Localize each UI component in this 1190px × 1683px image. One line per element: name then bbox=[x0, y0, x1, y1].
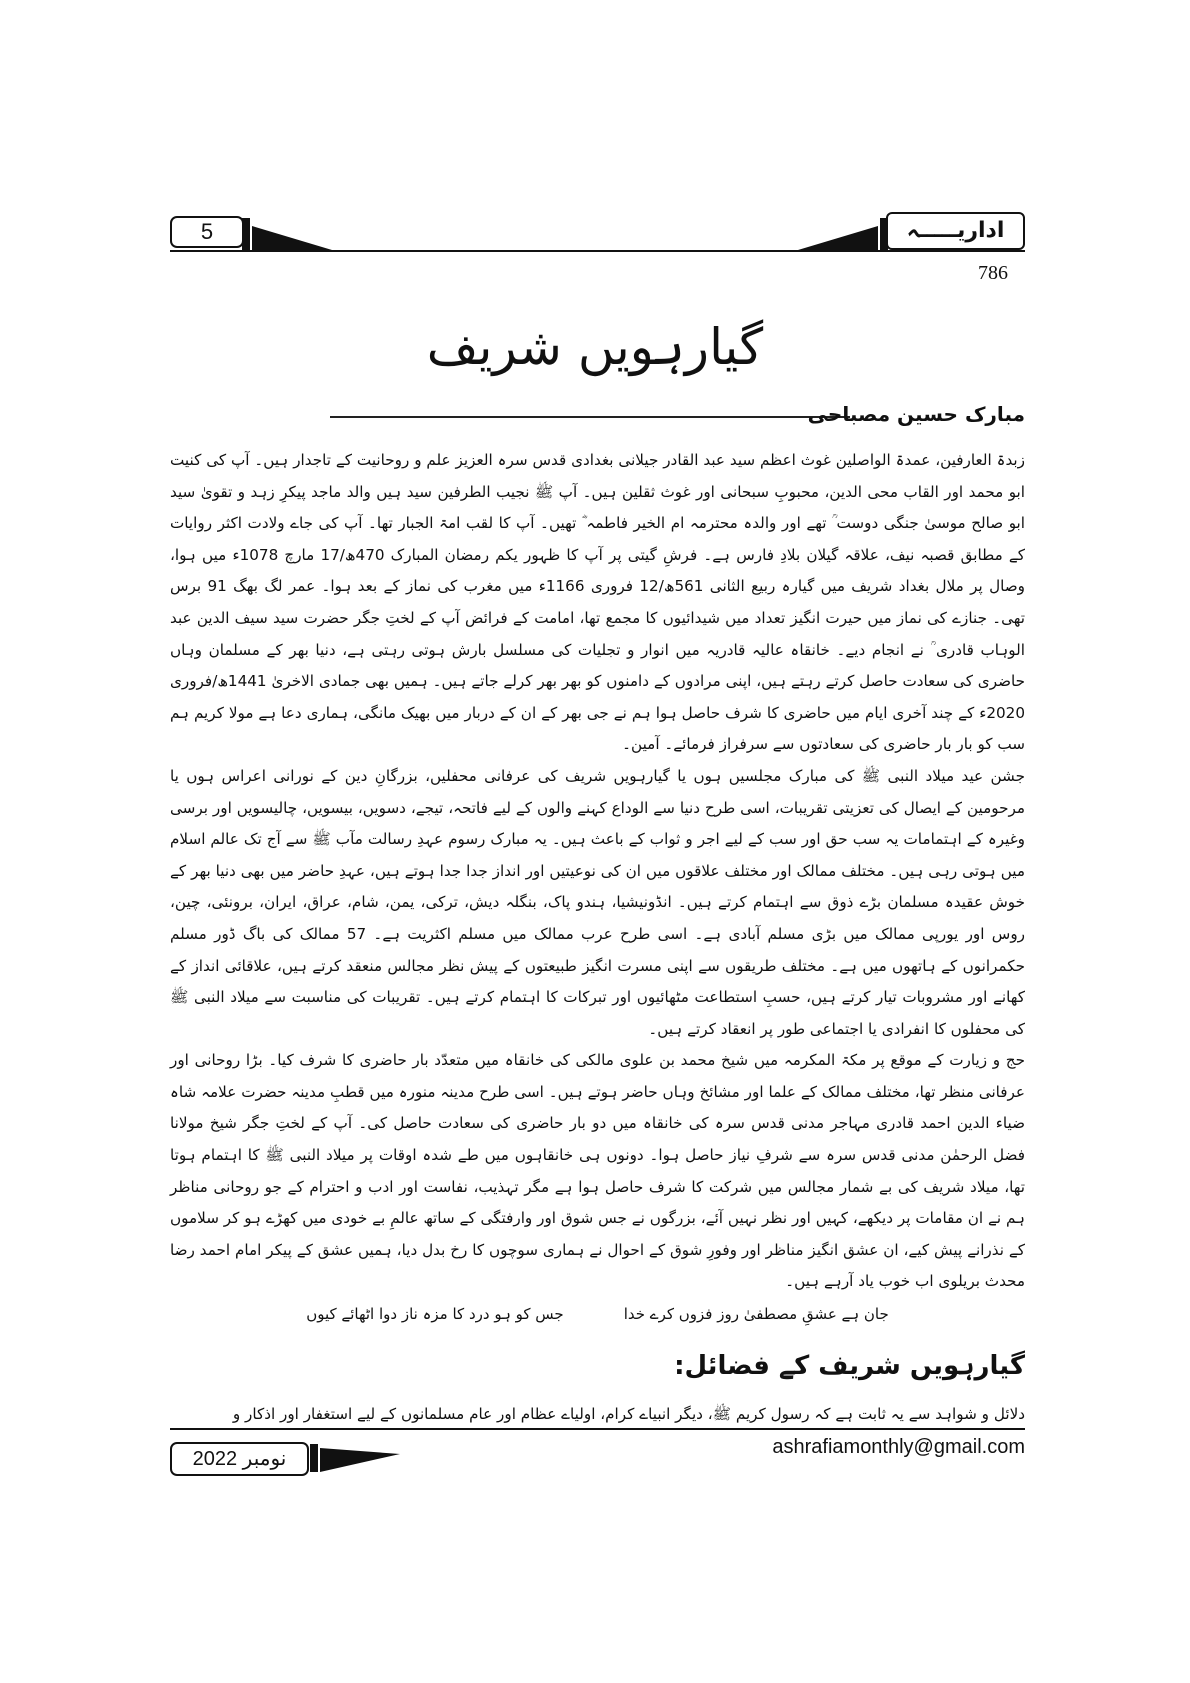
section-label: اداریـــــہ bbox=[886, 212, 1025, 250]
contact-email: ashrafiamonthly@gmail.com bbox=[772, 1436, 1025, 1458]
bismillah-number: 786 bbox=[978, 262, 1008, 284]
couplet-first-hemistich: جان ہے عشقِ مصطفیٰ روز فزوں کرے خدا bbox=[623, 1305, 889, 1324]
page-footer bbox=[170, 1428, 1025, 1478]
page-header bbox=[170, 212, 1025, 254]
issue-date: نومبر 2022 bbox=[170, 1442, 309, 1476]
paragraph: دلائل و شواہد سے یہ ثابت ہے کہ رسول کریم ﷺ، دیگر انبیاے کرام، اولیاے عظام اور عام مسلمانوں کے لیے استغفار اور اذکار و bbox=[232, 1405, 1025, 1424]
header-left-wedge bbox=[242, 216, 332, 250]
couplet bbox=[170, 1298, 1025, 1330]
article-body bbox=[170, 445, 1025, 1432]
author-name: مبارک حسین مصباحی bbox=[807, 402, 1025, 426]
byline bbox=[170, 402, 1025, 432]
paragraph: زبدۃ العارفین، عمدۃ الواصلین غوث اعظم سید عبد القادر جیلانی بغدادی قدس سرہ العزیز علم و روحانیت کے تاجدار ہیں۔ آپ کی کنیت ابو محمد اور القاب محی الدین، محبوبِ سبحانی اور غوث ثقلین ہیں۔ آپ ﷺ نجیب الطرفین سید ہیں والد ماجد پیکرِ زہد و تقویٰ سید ابو صالح موسیٰ جنگی دوست ؒ تھے اور والدہ محترمہ ام الخیر فاطمہ ؓ تھیں۔ آپ کا لقب امۃ الجبار تھا۔ آپ کی جاے ولادت اکثر روایات کے مطابق قصبہ نیف، علاقہ گیلان بلادِ فارس ہے۔ فرشِ گیتی پر آپ کا ظہور یکم رمضان المبارک 470ھ/17 مارچ 1078ء میں ہوا، وصال پر ملال بغداد شریف میں گیارہ ربیع الثانی 561ھ/12 فروری 1166ء میں مغرب کی نماز کے بعد ہوا۔ عمر لگ بھگ 91 برس تھی۔ جنازے کی نماز میں حیرت انگیز تعداد میں شیدائیوں کا مجمع تھا، امامت کے فرائض آپ کے لختِ جگر حضرت سید سیف الدین عبد الوہاب قادری ؒ نے انجام دیے۔ خانقاہ عالیہ قادریہ میں انوار و تجلیات کی مسلسل بارش ہوتی رہتی ہے، دنیا بھر کے مسلمان وہاں حاضری کی سعادت حاصل کرتے رہتے ہیں، اپنی مرادوں کے دامنوں کو بھر بھر کرلے جاتے ہیں۔ ہمیں بھی جمادی الاخریٰ 1441ھ/فروری 2020ء کے چند آخری ایام میں حاضری کا شرف حاصل ہوا ہم نے جی بھر کے ان کے دربار میں بھیک مانگی، ہماری دعا ہے مولا کریم ہم سب کو بار بار حاضری کی سعادتوں سے سرفراز فرمائے۔ آمین۔ bbox=[170, 451, 1025, 754]
article-title: گیارہویں شریف bbox=[426, 318, 764, 376]
section-subheading: گیارہویں شریف کے فضائل: bbox=[674, 1351, 1025, 1382]
footer-rule bbox=[170, 1428, 1025, 1430]
byline-rule bbox=[330, 416, 850, 418]
page-number: 5 bbox=[170, 216, 244, 248]
couplet-second-hemistich: جس کو ہو درد کا مزہ ناز دوا اٹھائے کیوں bbox=[306, 1305, 564, 1324]
header-right-wedge bbox=[798, 216, 888, 250]
paragraph: حج و زیارت کے موقع پر مکۃ المکرمہ میں شیخ محمد بن علوی مالکی کی خانقاہ میں متعدّد بار حاضری کا شرف کیا۔ بڑا روحانی اور عرفانی منظر تھا، مختلف ممالک کے علما اور مشائخ وہاں حاضر ہوتے ہیں۔ اسی طرح مدینہ منورہ میں قطبِ مدینہ حضرت علامہ شاہ ضیاء الدین احمد قادری مہاجر مدنی قدس سرہ کی خانقاہ میں دو بار حاضری کی سعادت حاصل کی۔ آپ کے لختِ جگر شیخ مولانا فضل الرحمٰن مدنی قدس سرہ سے شرفِ نیاز حاصل ہوا۔ دونوں ہی خانقاہوں میں طے شدہ اوقات پر میلاد النبی ﷺ کا اہتمام ہوتا تھا، میلاد شریف کی بے شمار مجالس میں شرکت کا شرف حاصل ہوا ہے مگر تہذیب، نفاست اور ادب و احترام کے جو روحانی مناظر ہم نے ان مقامات پر دیکھے، کہیں اور نظر نہیں آئے، بزرگوں نے جس شوق اور وارفتگی کے ساتھ عالمِ بے خودی میں کھڑے ہو کر سلاموں کے نذرانے پیش کیے، ان عشق انگیز مناظر اور وفورِ شوق کے احوال نے ہماری سوچوں کا رخ بدل دیا، ہمیں عشق کے پیکر امام احمد رضا محدث بریلوی اب خوب یاد آرہے ہیں۔ bbox=[170, 1051, 1025, 1291]
paragraph: جشن عید میلاد النبی ﷺ کی مبارک مجلسیں ہوں یا گیارہویں شریف کی عرفانی محفلیں، بزرگانِ دین کے نورانی اعراس ہوں یا مرحومین کے ایصال کی تعزیتی تقریبات، اسی طرح دنیا سے الوداع کہنے والوں کے لیے فاتحہ، تیجے، دسویں، بیسویں، چالیسویں اور برسی وغیرہ کے اہتمامات یہ سب حق اور سب کے لیے اجر و ثواب کے باعث ہیں۔ یہ مبارک رسوم عہدِ رسالت مآب ﷺ سے آج تک عالم اسلام میں ہوتی رہی ہیں۔ مختلف ممالک اور مختلف علاقوں میں ان کی نوعیتیں اور انداز جدا جدا ہوتے ہیں، عہدِ حاضر میں بھی دنیا بھر کے خوش عقیدہ مسلمان بڑے ذوق سے اہتمام کرتے ہیں۔ انڈونیشیا، ہندو پاک، بنگلہ دیش، ترکی، یمن، شام، عراق، ایران، برونئی، چین، روس اور یورپی ممالک میں بڑی مسلم آبادی ہے۔ اسی طرح عرب ممالک میں مسلم اکثریت ہے۔ 57 ممالک کی باگ ڈور مسلم حکمرانوں کے ہاتھوں میں ہے۔ مختلف طریقوں سے اپنی مسرت انگیز طبیعتوں کے پیش نظر مجالس منعقد کرتے ہیں، علاقائی انداز کے کھانے اور مشروبات تیار کرتے ہیں، حسبِ استطاعت مٹھائیوں اور تبرکات کا اہتمام کرتے ہیں۔ تقریبات کی مناسبت سے میلاد النبی ﷺ کی محفلوں کا انفرادی یا اجتماعی طور پر انعقاد کرتے ہیں۔ bbox=[170, 766, 1025, 1038]
footer-wedge bbox=[310, 1442, 400, 1472]
header-rule bbox=[170, 250, 1025, 252]
